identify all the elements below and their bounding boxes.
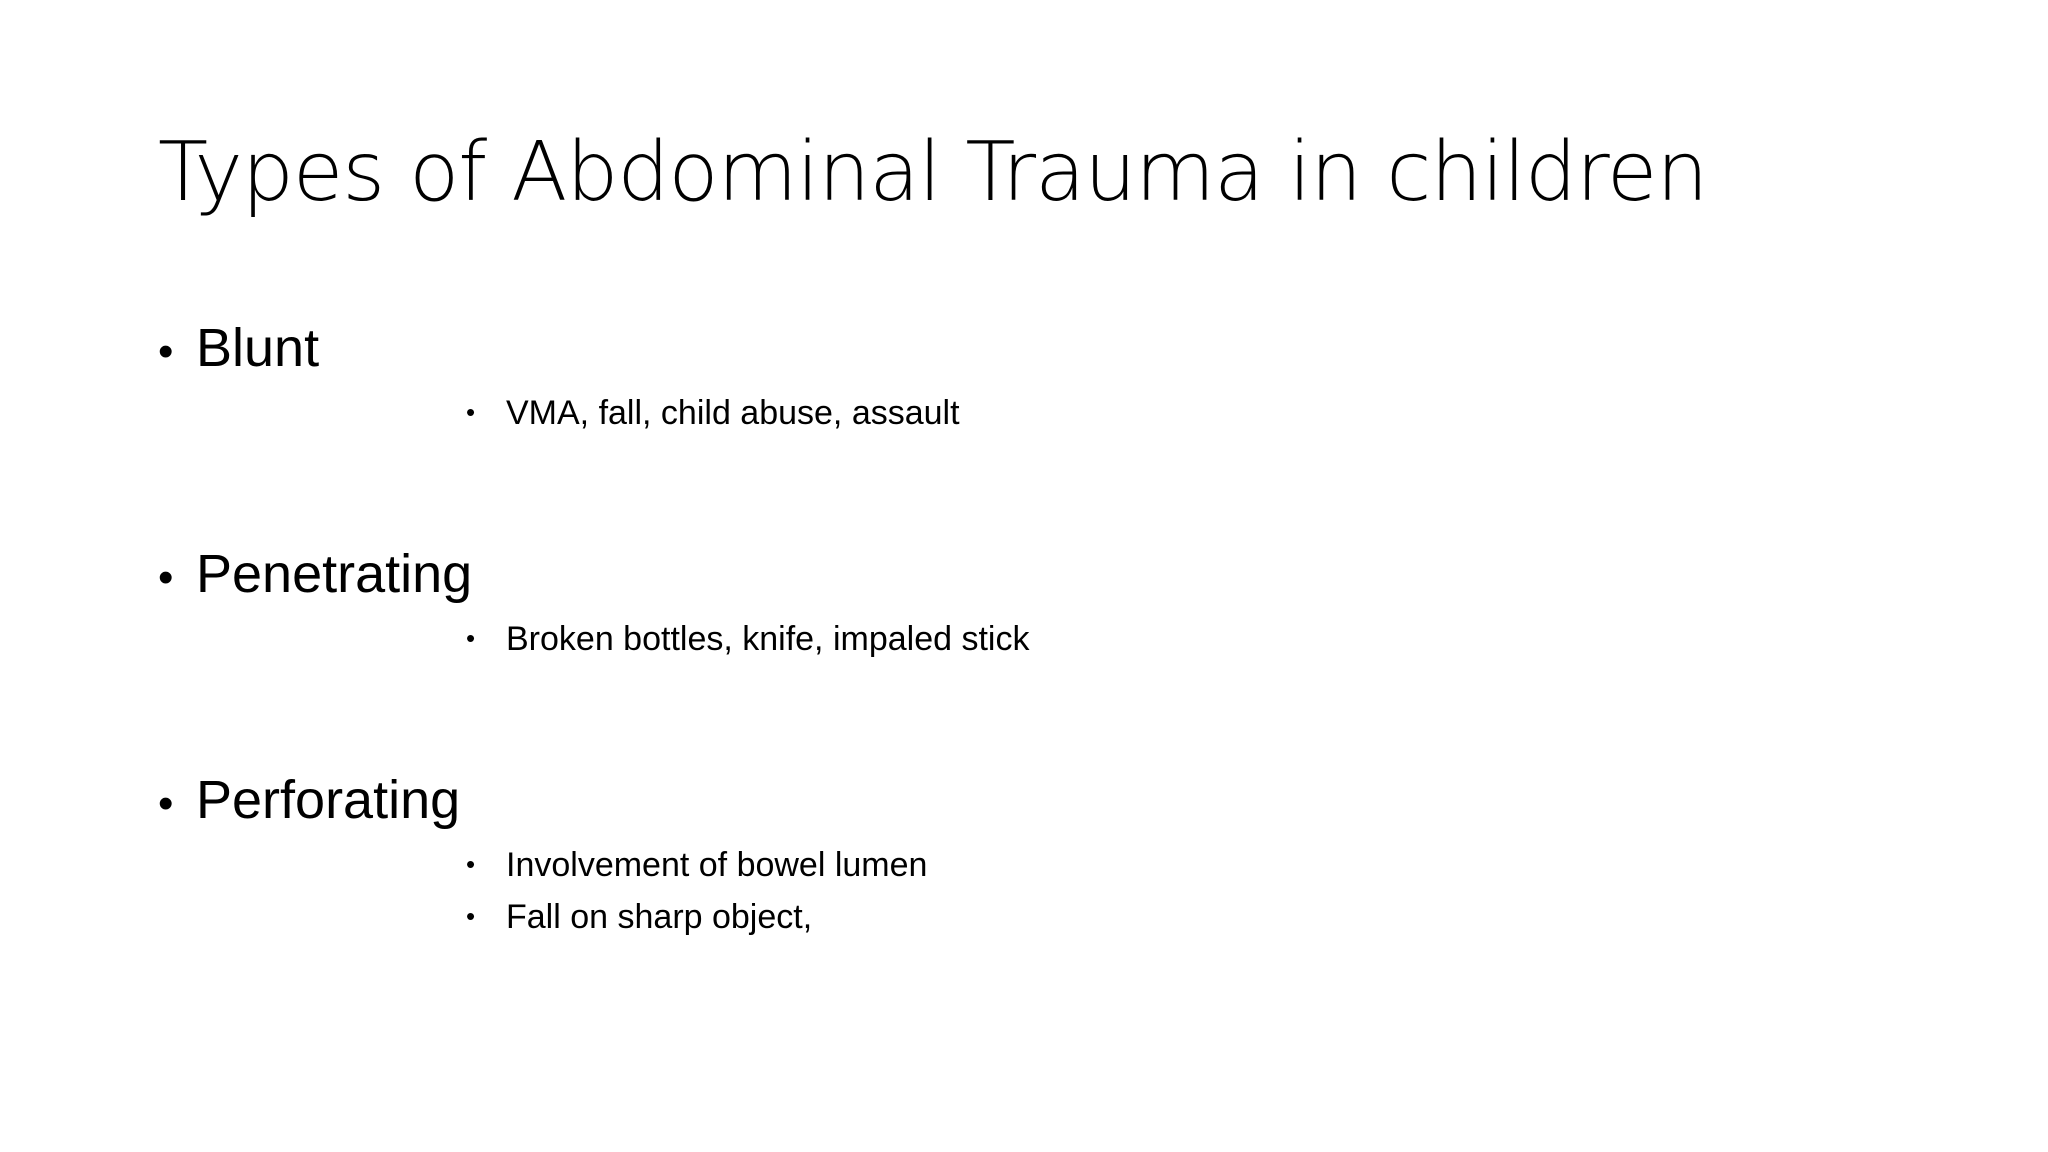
slide-title: Types of Abdominal Trauma in children (158, 125, 1708, 220)
sub-bullet-dot: • (466, 849, 476, 879)
sub-bullet-perforating-1 (466, 842, 927, 887)
bullet-penetrating (158, 542, 472, 610)
bullet-dot: • (158, 779, 174, 828)
sub-bullet-perforating-2 (466, 894, 812, 939)
sub-bullet-penetrating-1 (466, 616, 1029, 661)
bullet-dot: • (158, 327, 174, 376)
bullet-heading-perforating: Perforating (196, 770, 461, 830)
sub-bullet-blunt-1 (466, 390, 960, 435)
sub-bullet-text: Broken bottles, knife, impaled stick (506, 620, 1030, 658)
bullet-heading-penetrating: Penetrating (196, 544, 473, 604)
sub-bullet-dot: • (466, 901, 476, 931)
bullet-dot: • (158, 553, 174, 602)
sub-bullet-text: Fall on sharp object, (506, 898, 813, 936)
bullet-perforating (158, 768, 460, 836)
sub-bullet-dot: • (466, 397, 476, 427)
sub-bullet-text: Involvement of bowel lumen (506, 846, 928, 884)
sub-bullet-dot: • (466, 623, 476, 653)
bullet-heading-blunt: Blunt (196, 318, 320, 378)
sub-bullet-text: VMA, fall, child abuse, assault (506, 394, 960, 432)
bullet-blunt (158, 316, 319, 384)
